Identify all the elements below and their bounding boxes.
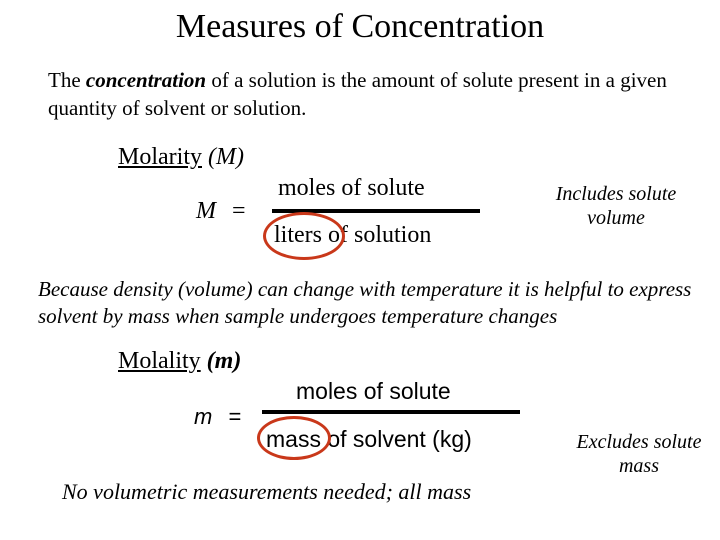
molality-highlight-ring (257, 416, 331, 460)
molarity-numerator: moles of solute (278, 175, 425, 201)
molality-fraction-bar (262, 410, 520, 414)
molarity-denominator-rest: of solution (322, 222, 432, 248)
molality-equals: = (228, 404, 242, 429)
intro-suffix: of a solution is the amount of solute present in a given quantity of solvent or solution. (48, 68, 667, 120)
molarity-equals: = (232, 198, 246, 224)
molality-numerator: moles of solute (296, 378, 451, 404)
intro-prefix: The (48, 68, 86, 92)
molality-heading (118, 348, 241, 375)
molality-heading-label: Molality (118, 348, 201, 374)
molarity-heading-symbol: (M) (208, 144, 244, 170)
footer-note: No volumetric measurements needed; all mass (62, 479, 472, 504)
molarity-lhs (196, 198, 246, 225)
intro-paragraph (48, 66, 708, 122)
molality-lhs (194, 404, 241, 430)
molarity-highlight-ring (263, 212, 345, 260)
molarity-lhs-symbol: M (196, 198, 216, 224)
molarity-heading (118, 144, 244, 171)
molality-heading-symbol: (m) (206, 348, 242, 374)
molarity-denominator-highlight: liters (274, 222, 322, 248)
molality-note: Excludes solute mass (576, 431, 702, 477)
slide-title: Measures of Concentration (175, 8, 545, 45)
molality-denominator-highlight: mass (266, 426, 321, 452)
intro-term: concentration (85, 68, 207, 92)
density-note: Because density (volume) can change with temperature it is helpful to express solvent by mass when sample undergoes temperature changes (38, 277, 692, 328)
molarity-note: Includes solute volume (555, 183, 677, 229)
molarity-heading-label: Molarity (118, 144, 202, 170)
molality-denominator-rest: of solvent (kg) (320, 426, 472, 452)
molality-lhs-symbol: m (194, 404, 213, 429)
